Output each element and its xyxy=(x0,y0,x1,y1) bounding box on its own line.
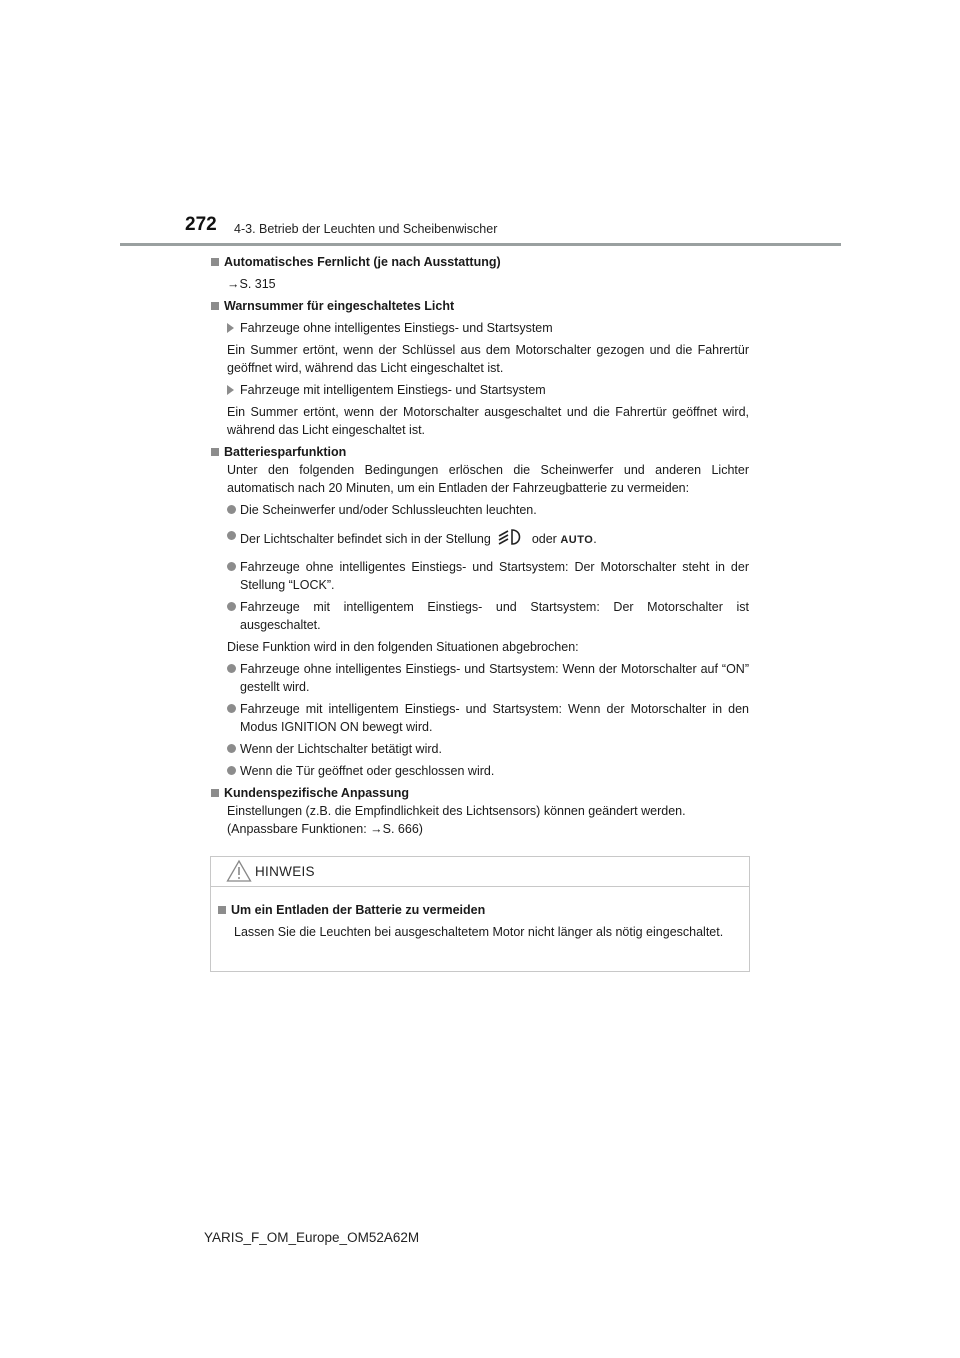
square-bullet-icon xyxy=(211,302,219,310)
dot-bullet-icon xyxy=(227,602,236,611)
headlight-icon xyxy=(494,527,528,552)
main-content xyxy=(211,253,749,838)
triangle-bullet-icon xyxy=(227,323,234,333)
heading-light-buzzer: Warnsummer für eingeschaltetes Licht xyxy=(211,297,749,315)
square-bullet-icon xyxy=(218,906,226,914)
cross-reference[interactable]: →S. 315 xyxy=(227,277,276,291)
list-item: Die Scheinwerfer und/oder Schlussleuchten leuchten. xyxy=(211,501,749,519)
square-bullet-icon xyxy=(211,258,219,266)
dot-bullet-icon xyxy=(227,704,236,713)
header-rule xyxy=(120,243,841,246)
paragraph: Ein Summer ertönt, wenn der Motorschalter ausgeschaltet und die Fahrertür geöffnet wird, während das Licht eingeschaltet ist. xyxy=(227,405,749,437)
list-item: Wenn die Tür geöffnet oder geschlossen wird. xyxy=(211,762,749,780)
list-item: Wenn der Lichtschalter betätigt wird. xyxy=(211,740,749,758)
heading-auto-high-beam: Automatisches Fernlicht (je nach Ausstattung) xyxy=(211,253,749,271)
square-bullet-icon xyxy=(211,789,219,797)
notice-text: Lassen Sie die Leuchten bei ausgeschaltetem Motor nicht länger als nötig eingeschaltet. xyxy=(234,925,724,939)
paragraph: Ein Summer ertönt, wenn der Schlüssel aus dem Motorschalter gezogen und die Fahrertür geöffnet wird, während das Licht eingeschaltet ist. xyxy=(227,343,749,375)
square-bullet-icon xyxy=(211,448,219,456)
dot-bullet-icon xyxy=(227,531,236,540)
dot-bullet-icon xyxy=(227,562,236,571)
notice-body xyxy=(211,887,749,941)
list-item: Der Lichtschalter befindet sich in der Stellung oder AUTO. xyxy=(211,527,749,552)
list-item: Fahrzeuge mit intelligentem Einstiegs- und Startsystem: Wenn der Motorschalter in den Modus IGNITION ON bewegt wird. xyxy=(211,700,749,736)
list-item: Fahrzeuge ohne intelligentes Einstiegs- und Startsystem: Der Motorschalter steht in der Stellung “LOCK”. xyxy=(211,558,749,594)
auto-icon: AUTO xyxy=(560,533,594,546)
warning-icon xyxy=(226,859,252,888)
dot-bullet-icon xyxy=(227,505,236,514)
list-item: Fahrzeuge ohne intelligentes Einstiegs- und Startsystem: Wenn der Motorschalter auf “ON” gestellt wird. xyxy=(211,660,749,696)
dot-bullet-icon xyxy=(227,664,236,673)
dot-bullet-icon xyxy=(227,766,236,775)
notice-title: HINWEIS xyxy=(255,864,315,879)
list-item: Fahrzeuge mit intelligentem Einstiegs- und Startsystem: Der Motorschalter ist ausgeschaltet. xyxy=(211,598,749,634)
notice-heading: Um ein Entladen der Batterie zu vermeiden xyxy=(218,901,741,919)
cross-reference[interactable]: (Anpassbare Funktionen: →S. 666) xyxy=(227,822,423,836)
section-title: 4-3. Betrieb der Leuchten und Scheibenwischer xyxy=(234,222,498,236)
document-id: YARIS_F_OM_Europe_OM52A62M xyxy=(204,1230,420,1245)
heading-customization: Kundenspezifische Anpassung xyxy=(211,784,749,802)
dot-bullet-icon xyxy=(227,744,236,753)
case-label: Fahrzeuge ohne intelligentes Einstiegs- und Startsystem xyxy=(211,319,749,337)
triangle-bullet-icon xyxy=(227,385,234,395)
heading-battery-saver: Batteriesparfunktion xyxy=(211,443,749,461)
page-number: 272 xyxy=(185,214,217,235)
case-label: Fahrzeuge mit intelligentem Einstiegs- und Startsystem xyxy=(211,381,749,399)
paragraph: Einstellungen (z.B. die Empfindlichkeit des Lichtsensors) können geändert werden. xyxy=(227,804,686,818)
paragraph: Unter den folgenden Bedingungen erlöschen die Scheinwerfer und anderen Lichter automatisch nach 20 Minuten, um ein Entladen der Fahrzeugbatterie zu vermeiden: xyxy=(227,463,749,495)
notice-header xyxy=(211,857,749,887)
paragraph: Diese Funktion wird in den folgenden Situationen abgebrochen: xyxy=(227,640,579,654)
notice-box xyxy=(210,856,750,972)
